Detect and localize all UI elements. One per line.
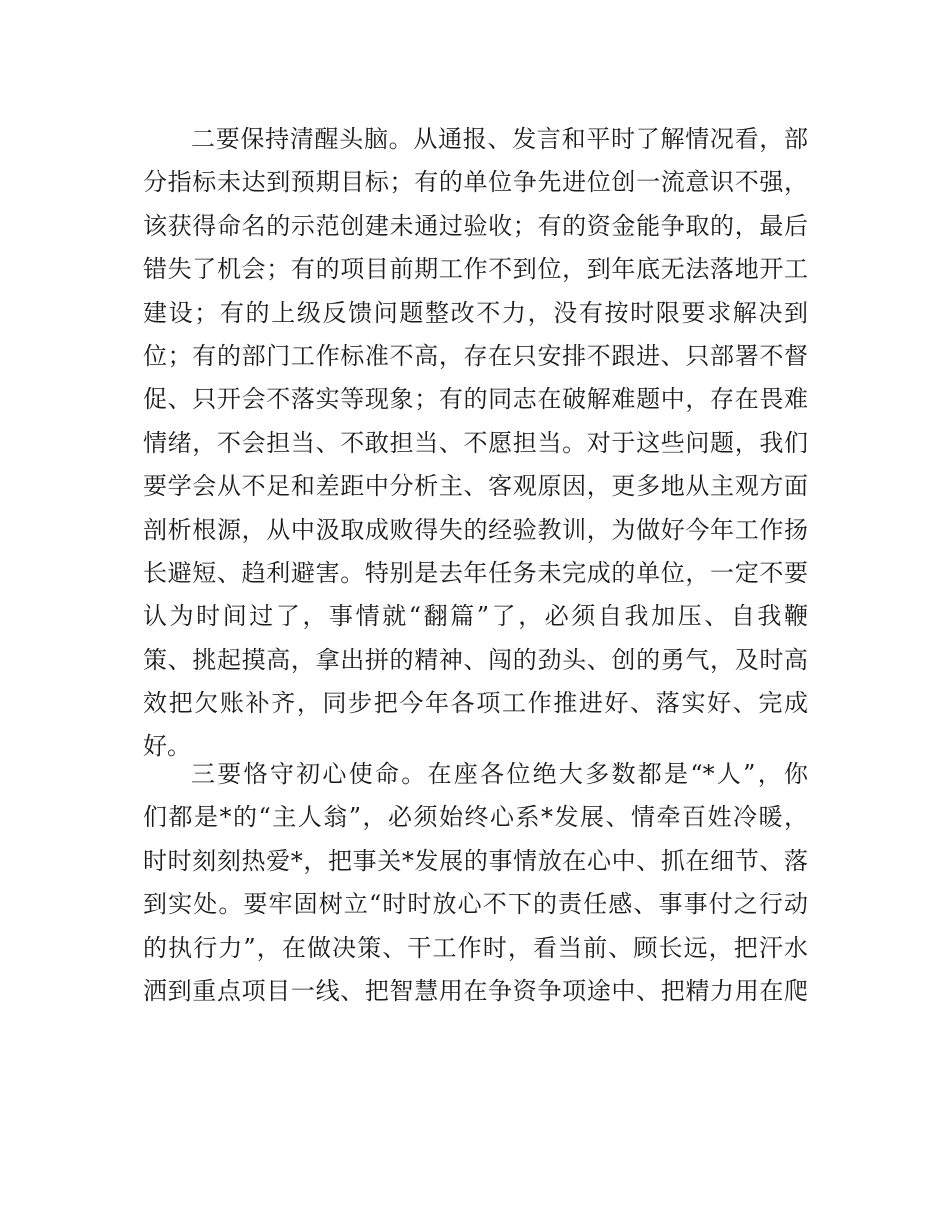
text-line: 策、挑起摸高，拿出拼的精神、闯的劲头、创的勇气，及时高 [143, 645, 808, 674]
text-line: 情绪，不会担当、不敢担当、不愿担当。对于这些问题，我们 [143, 428, 808, 457]
text-line: 要学会从不足和差距中分析主、客观原因，更多地从主观方面 [143, 472, 808, 501]
paragraph-original-mission [143, 753, 808, 1013]
text-line: 二要保持清醒头脑。从通报、发言和平时了解情况看，部 [191, 125, 808, 153]
paragraph-clear-mind [143, 118, 808, 769]
text-line: 们都是*的“主人翁”，必须始终心系*发展、情牵百姓冷暖， [143, 803, 808, 832]
text-line: 好。 [143, 732, 191, 761]
text-line: 促、只开会不落实等现象；有的同志在破解难题中，存在畏难 [143, 385, 808, 414]
text-line: 位；有的部门工作标准不高，存在只安排不跟进、只部署不督 [143, 341, 808, 370]
text-line: 洒到重点项目一线、把智慧用在争资争项途中、把精力用在爬 [143, 976, 808, 1005]
text-line: 错失了机会；有的项目前期工作不到位，到年底无法落地开工 [143, 255, 808, 284]
text-line: 到实处。要牢固树立“时时放心不下的责任感、事事付之行动 [143, 890, 808, 919]
text-line: 认为时间过了，事情就“翻篇”了，必须自我加压、自我鞭 [143, 602, 808, 631]
text-line: 建设；有的上级反馈问题整改不力，没有按时限要求解决到 [143, 298, 808, 327]
text-line: 时时刻刻热爱*，把事关*发展的事情放在心中、抓在细节、落 [143, 846, 808, 875]
text-line: 三要恪守初心使命。在座各位绝大多数都是“*人”，你 [191, 760, 808, 788]
text-line: 的执行力”，在做决策、干工作时，看当前、顾长远，把汗水 [143, 933, 808, 962]
text-line: 效把欠账补齐，同步把今年各项工作推进好、落实好、完成 [143, 689, 808, 718]
text-line: 该获得命名的示范创建未通过验收；有的资金能争取的，最后 [143, 211, 808, 240]
text-line: 分指标未达到预期目标；有的单位争先进位创一流意识不强， [143, 168, 808, 197]
text-line: 剖析根源，从中汲取成败得失的经验教训，为做好今年工作扬 [143, 515, 808, 544]
text-line: 长避短、趋利避害。特别是去年任务未完成的单位，一定不要 [143, 558, 808, 587]
